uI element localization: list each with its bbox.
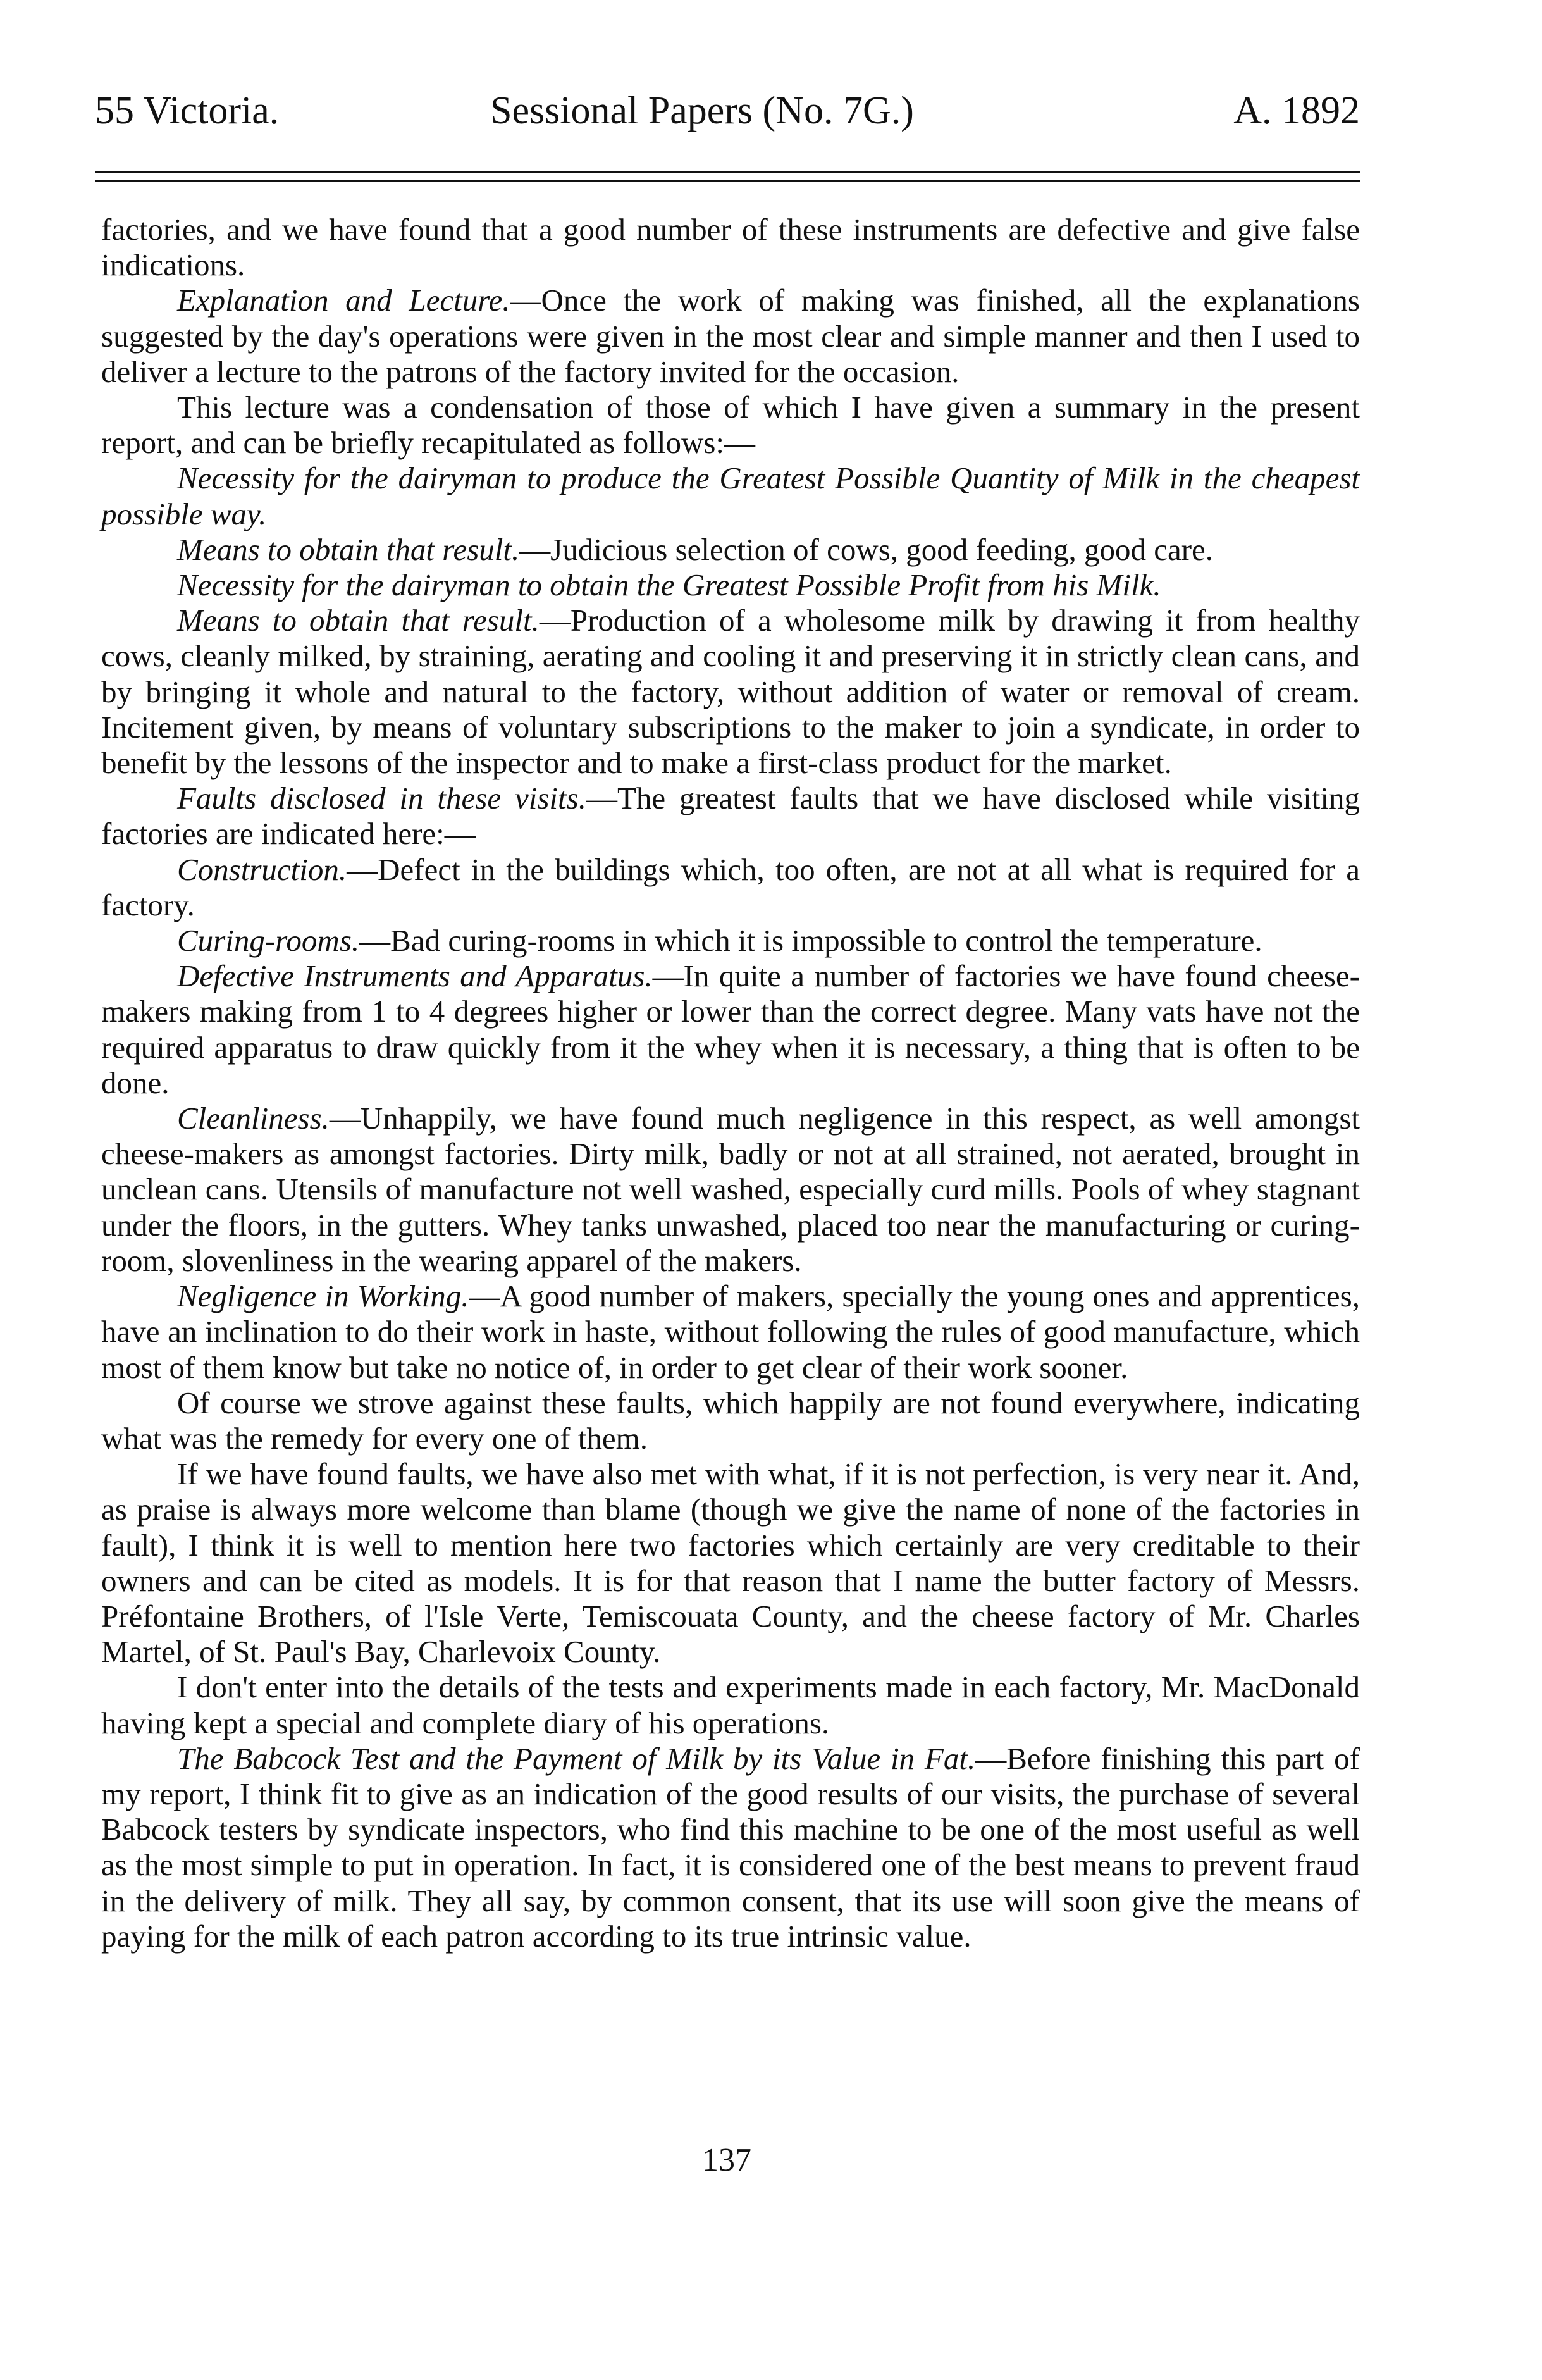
paragraph-heading: Faults disclosed in these visits. <box>177 781 586 816</box>
paragraph-text: —Production of a wholesome milk by drawing it from healthy cows, cleanly milked, by straining, aerating and cooling it and preserving it in strictly clean cans, and by bringing it whole and natural to the factory, without addition of water or removal of cream. Incitement given, by means of voluntary subscriptions to the maker to join a syndicate, in order to benefit by the lessons of the inspector and to make a first-class product for the market. <box>101 603 1360 781</box>
paragraph-heading: Necessity for the dairyman to obtain the Greatest Possible Profit from his Milk. <box>177 567 1161 603</box>
paragraph-heading: Means to obtain that result. <box>177 531 520 567</box>
paragraph-lecture-summary <box>101 390 1360 461</box>
paragraph-text: —Defect in the buildings which, too often, are not at all what is required for a factory. <box>101 852 1360 922</box>
paragraph-heading: Defective Instruments and Apparatus. <box>177 958 653 994</box>
paragraph-text: —A good number of makers, specially the young ones and apprentices, have an inclination to do their work in haste, without following the rules of good manufacture, which most of them know but take no notice of, in order to get clear of their work sooner. <box>101 1279 1360 1385</box>
running-header <box>95 82 1360 139</box>
paragraph-heading: Necessity for the dairyman to produce the Greatest Possible Quantity of Milk in the cheapest possible way. <box>101 461 1360 531</box>
paragraph-cleanliness <box>101 1101 1360 1279</box>
page-number: 137 <box>702 2142 751 2178</box>
paragraph-text: —Bad curing-rooms in which it is impossible to control the temperature. <box>359 923 1262 958</box>
paragraph-text: —The greatest faults that we have disclosed while visiting factories are indicated here:— <box>101 781 1360 852</box>
paragraph-means-profit <box>101 603 1360 781</box>
paragraph-text: Of course we strove against these faults, which happily are not found everywhere, indicating what was the remedy for every one of them. <box>101 1385 1360 1456</box>
header-rule-bottom <box>95 180 1360 182</box>
header-regnal-year: 55 Victoria. <box>95 89 280 132</box>
paragraph-text: I don't enter into the details of the tests and experiments made in each factory, Mr. MacDonald having kept a special and complete diary of his operations. <box>101 1670 1360 1740</box>
paragraph-negligence <box>101 1279 1360 1385</box>
paragraph-faults-disclosed <box>101 781 1360 852</box>
paragraph-heading: Negligence in Working. <box>177 1279 469 1314</box>
paragraph-heading: Cleanliness. <box>177 1101 330 1136</box>
paragraph-heading: Construction. <box>177 852 347 887</box>
paragraph-text: —Before finishing this part of my report, I think fit to give as an indication of the good results of our visits, the purchase of several Babcock testers by syndicate inspectors, who find this machine to be one of the most useful as well as the most simple to put in operation. In fact, it is considered one of the best means to prevent fraud in the delivery of milk. They all say, by common consent, that its use will soon give the means of paying for the milk of each patron according to its true intrinsic value. <box>101 1740 1360 1954</box>
paragraph-curing-rooms <box>101 923 1360 958</box>
paragraph-text: —Unhappily, we have found much negligence in this respect, as well amongst cheese-makers as amongst factories. Dirty milk, badly or not at all strained, not aerated, brought in unclean cans. Utensils of manufacture not well washed, especially curd mills. Pools of whey stagnant under the floors, in the gutters. Whey tanks unwashed, placed too near the manufacturing or curing-room, slovenliness in the wearing apparel of the makers. <box>101 1101 1360 1278</box>
paragraph-construction <box>101 852 1360 923</box>
paragraph-tests-diary <box>101 1670 1360 1740</box>
page-body <box>101 212 1360 1954</box>
header-year: A. 1892 <box>1233 89 1360 132</box>
paragraph-strove-against-faults <box>101 1385 1360 1456</box>
paragraph-text: If we have found faults, we have also met with what, if it is not perfection, is very near it. And, as praise is always more welcome than blame (though we give the name of none of the factories in fault), I think it is well to mention here two factories which certainly are very creditable to their owners and can be cited as models. It is for that reason that I name the butter factory of Messrs. Préfontaine Brothers, of l'Isle Verte, Temiscouata County, and the cheese factory of Mr. Charles Martel, of St. Paul's Bay, Charlevoix County. <box>101 1456 1360 1670</box>
paragraph-heading: Curing-rooms. <box>177 923 360 958</box>
paragraph-necessity-quantity <box>101 461 1360 531</box>
paragraph-babcock-test <box>101 1741 1360 1954</box>
paragraph-explanation-lecture <box>101 283 1360 390</box>
header-rule-top <box>95 171 1360 173</box>
header-publication-title: Sessional Papers (No. 7G.) <box>490 89 914 132</box>
paragraph-text: This lecture was a condensation of those of which I have given a summary in the present report, and can be briefly recapitulated as follows:— <box>101 390 1360 461</box>
paragraph-text: —Judicious selection of cows, good feeding, good care. <box>519 531 1214 567</box>
paragraph-model-factories <box>101 1456 1360 1670</box>
paragraph-continuation <box>101 212 1360 283</box>
paragraph-heading: Means to obtain that result. <box>177 603 540 638</box>
paragraph-defective-instruments <box>101 958 1360 1101</box>
paragraph-heading: Explanation and Lecture. <box>177 283 510 318</box>
paragraph-text: —Once the work of making was finished, all the explanations suggested by the day's operations were given in the most clear and simple manner and then I used to deliver a lecture to the patrons of the factory invited for the occasion. <box>101 283 1360 389</box>
paragraph-text: factories, and we have found that a good number of these instruments are defective and give false indications. <box>101 212 1360 283</box>
paragraph-heading: The Babcock Test and the Payment of Milk by its Value in Fat. <box>177 1740 976 1776</box>
paragraph-necessity-profit <box>101 567 1360 603</box>
paragraph-text: —In quite a number of factories we have found cheese-makers making from 1 to 4 degrees higher or lower than the correct degree. Many vats have not the required apparatus to draw quickly from it the whey when it is necessary, a thing that is often to be done. <box>101 958 1360 1100</box>
paragraph-means-quantity <box>101 532 1360 567</box>
